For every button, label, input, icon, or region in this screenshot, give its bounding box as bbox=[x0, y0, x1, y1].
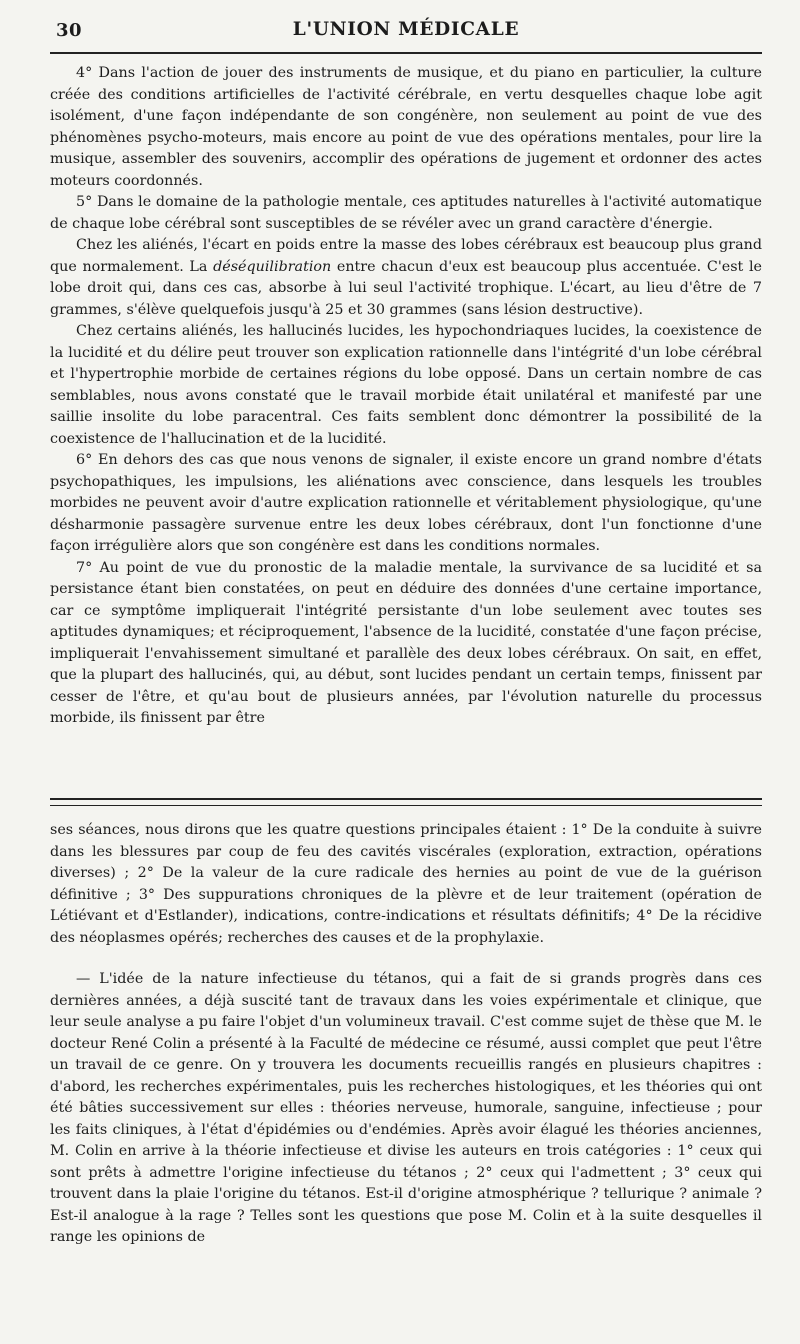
paragraph-tetanos: — L'idée de la nature infectieuse du tétanos, qui a fait de si grands progrès dans ces dernières années, a déjà suscité tant de travaux dans les voies expérimentale et clinique, que leur seule analyse a pu faire l'objet d'un volumineux travail. C'est comme sujet de thèse que M. le docteur René Colin a présenté à la Faculté de médecine ce résumé, aussi complet que peut l'être un travail de ce genre. On y trouvera les documents recueillis rangés en plusieurs chapitres : d'abord, les recherches expérimentales, puis les recherches histologiques, et les théories qui ont été bâties successivement sur elles : théories nerveuse, humorale, sanguine, infectieuse ; pour les faits cliniques, à l'état d'épidémies ou d'endémies. Après avoir élagué les théories anciennes, M. Colin en arrive à la théorie infectieuse et divise les auteurs en trois catégories : 1° ceux qui sont prêts à admettre l'origine infectieuse du tétanos ; 2° ceux qui l'admettent ; 3° ceux qui trouvent dans la plaie l'origine du tétanos. Est-il d'origine atmosphérique ? tellurique ? animale ? Est-il analogue à la rage ? Telles sont les questions que pose M. Colin et à la suite desquelles il range les opinions de bbox=[50, 971, 762, 1245]
paragraph-point-6: 6° En dehors des cas que nous venons de signaler, il existe encore un grand nombre d'états psychopathiques, les impulsions, les aliénations avec conscience, dans lesquels les troubles morbides ne peuvent avoir d'autre explication rationnelle et véritablement physiologique, qu'une désharmonie passagère survenue entre les deux lobes cérébraux, dont l'un fonctionne d'une façon irrégulière alors que son congénère est dans les conditions normales. bbox=[50, 452, 762, 554]
article-lower bbox=[50, 820, 762, 1249]
emphasis-desequilibration: déséquilibration bbox=[213, 258, 332, 275]
paragraph-alienes-part-1: Chez les aliénés, l'écart en poids entre la masse des lobes cérébraux est beaucoup plus grand que normalement. La bbox=[50, 237, 762, 275]
header-rule bbox=[50, 52, 762, 54]
page-number: 30 bbox=[56, 20, 83, 41]
article-upper bbox=[50, 63, 762, 730]
paragraph-hallucines: Chez certains aliénés, les hallucinés lucides, les hypochondriaques lucides, la coexistence de la lucidité et du délire peut trouver son explication rationnelle dans l'intégrité d'un lobe cérébral et l'hypertrophie morbide de certaines régions du lobe opposé. Dans un certain nombre de cas semblables, nous avons constaté que le travail morbide était unilatéral et manifesté par une saillie insolite du lobe paracentral. Ces faits semblent donc démontrer la possibilité de la coexistence de l'hallucination et de la lucidité. bbox=[50, 323, 762, 447]
page-header bbox=[50, 12, 762, 52]
paragraph-alienes bbox=[50, 235, 762, 321]
paragraph-point-4: 4° Dans l'action de jouer des instruments de musique, et du piano en particulier, la culture créée des conditions artificielles de l'activité cérébrale, en vertu desquelles chaque lobe agit isolément, d'une façon indépendante de son congénère, non seulement au point de vue des phénomènes psycho-moteurs, mais encore au point de vue des opérations mentales, pour lire la musique, assembler des souvenirs, accomplir des opérations de jugement et ordonner des actes moteurs coordonnés. bbox=[50, 65, 762, 189]
paragraph-point-7: 7° Au point de vue du pronostic de la maladie mentale, la survivance de sa lucidité et sa persistance étant bien constatées, on peut en déduire des données d'une certaine importance, car ce symptôme impliquerait l'intégrité persistante d'un lobe seulement avec toutes ses aptitudes dynamiques; et réciproquement, l'absence de la lucidité, constatée d'une façon précise, impliquerait l'envahissement simultané et parallèle des deux lobes cérébraux. On sait, en effet, que la plupart des hallucinés, qui, au début, sont lucides pendant un certain temps, finissent par cesser de l'être, et qu'au bout de plusieurs années, par l'évolution naturelle du processus morbide, ils finissent par être bbox=[50, 559, 762, 726]
journal-page bbox=[50, 0, 762, 1344]
paragraph-alienes-part-2: entre chacun d'eux est beaucoup plus accentuée. C'est le lobe droit qui, dans ces cas, absorbe à lui seul l'activité trophique. L'écart, au lieu d'être de 7 grammes, s'élève quelquefois jusqu'à 25 et 30 grammes (sans lésion destructive). bbox=[50, 258, 762, 318]
running-title: L'UNION MÉDICALE bbox=[292, 19, 520, 40]
section-divider bbox=[50, 798, 762, 806]
paragraph-seances: ses séances, nous dirons que les quatre questions principales étaient : 1° De la conduite à suivre dans les blessures par coup de feu des cavités viscérales (exploration, extraction, opérations diverses) ; 2° De la valeur de la cure radicale des hernies au point de vue de la guérison définitive ; 3° Des suppurations chroniques de la plèvre et de leur traitement (opération de Létiévant et d'Estlander), indications, contre-indications et résultats définitifs; 4° De la récidive des néoplasmes opérés; recherches des causes et de la prophylaxie. bbox=[50, 822, 762, 946]
paragraph-point-5: 5° Dans le domaine de la pathologie mentale, ces aptitudes naturelles à l'activité automatique de chaque lobe cérébral sont susceptibles de se révéler avec un grand caractère d'énergie. bbox=[50, 194, 762, 232]
